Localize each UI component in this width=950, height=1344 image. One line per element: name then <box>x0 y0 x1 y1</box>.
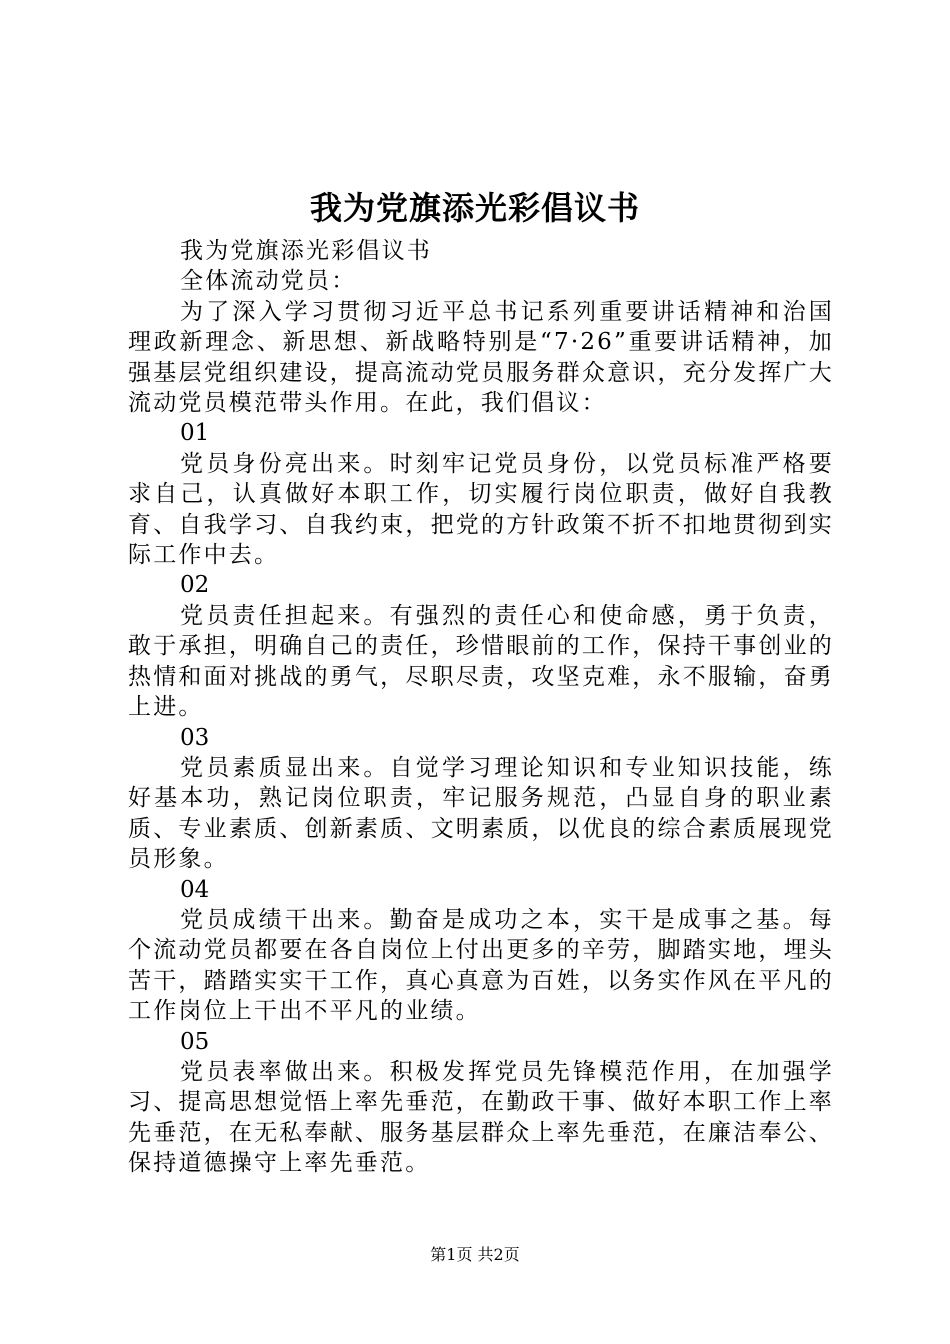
item-number: 01 <box>180 420 210 447</box>
item-number: 04 <box>180 876 210 903</box>
subtitle: 我为党旗添光彩倡议书 <box>180 238 432 264</box>
page-title: 我为党旗添光彩倡议书 <box>309 189 640 227</box>
item-number: 02 <box>180 572 210 599</box>
item-paragraph: 党员素质显出来。自觉学习理论知识和专业知识技能，练好基本功，熟记岗位职责，牢记服务规范，凸显自身的职业素质、专业素质、创新素质、文明素质，以优良的综合素质展现党员形象。 <box>128 754 834 873</box>
item-paragraph: 党员身份亮出来。时刻牢记党员身份，以党员标准严格要求自己，认真做好本职工作，切实履行岗位职责，做好自我教育、自我学习、自我约束，把党的方针政策不折不扣地贯彻到实际工作中去。 <box>128 450 834 569</box>
item-paragraph: 党员表率做出来。积极发挥党员先锋模范作用，在加强学习、提高思想觉悟上率先垂范，在勤政干事、做好本职工作上率先垂范，在无私奉献、服务基层群众上率先垂范，在廉洁奉公、保持道德操守上率先垂范。 <box>128 1058 834 1177</box>
item-paragraph: 党员成绩干出来。勤奋是成功之本，实干是成事之基。每个流动党员都要在各自岗位上付出更多的辛劳，脚踏实地，埋头苦干，踏踏实实干工作，真心真意为百姓，以务实作风在平凡的工作岗位上干出不平凡的业绩。 <box>128 906 834 1025</box>
item-number: 03 <box>180 724 210 751</box>
intro-paragraph: 为了深入学习贯彻习近平总书记系列重要讲话精神和治国理政新理念、新思想、新战略特别是“7·26”重要讲话精神，加强基层党组织建设，提高流动党员服务群众意识，充分发挥广大流动党员模范带头作用。在此，我们倡议： <box>128 298 834 417</box>
item-paragraph: 党员责任担起来。有强烈的责任心和使命感，勇于负责，敢于承担，明确自己的责任，珍惜眼前的工作，保持干事创业的热情和面对挑战的勇气，尽职尽责，攻坚克难，永不服输，奋勇上进。 <box>128 602 834 721</box>
document-body <box>128 236 834 1179</box>
item-number: 05 <box>180 1028 210 1055</box>
salutation: 全体流动党员： <box>180 268 357 295</box>
page-footer: 第1页 共2页 <box>430 1245 520 1264</box>
